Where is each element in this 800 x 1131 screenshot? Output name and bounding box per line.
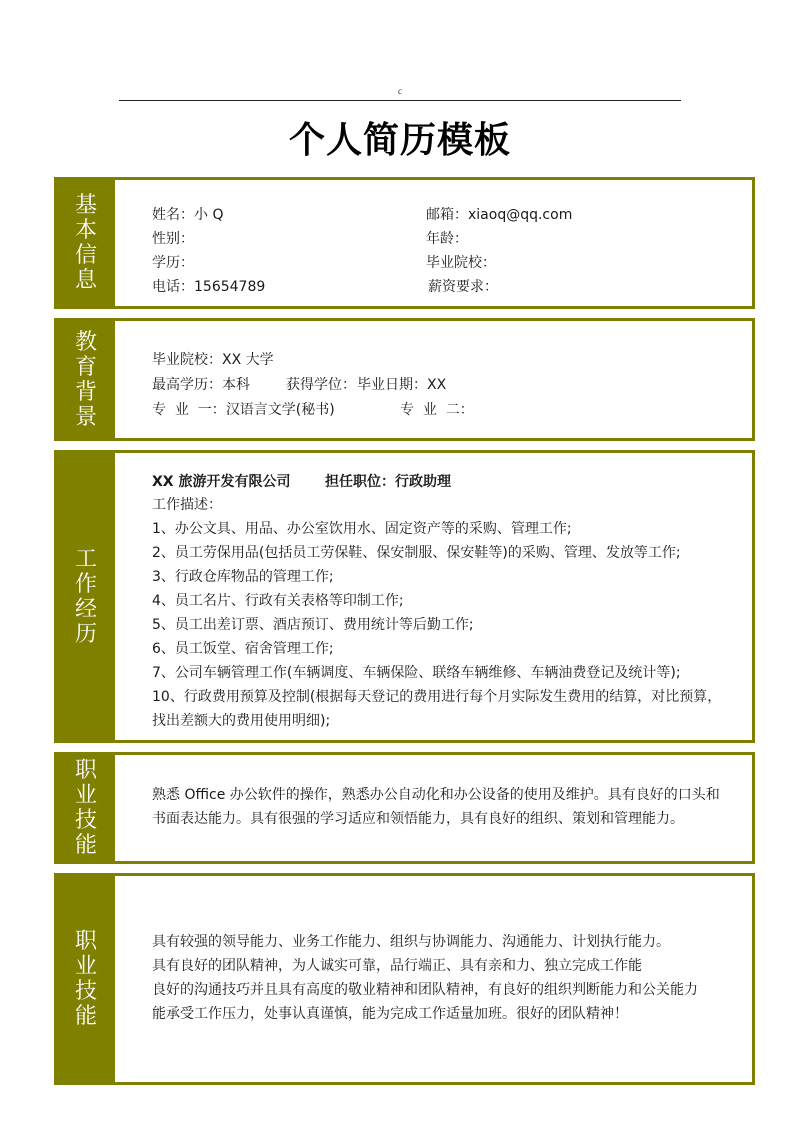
skills2-line: 具有较强的领导能力、业务工作能力、组织与协调能力、沟通能力、计划执行能力。	[152, 934, 670, 950]
work-item: 7、公司车辆管理工作(车辆调度、车辆保险、联络车辆维修、车辆油费登记及统计等);	[152, 665, 681, 681]
page-title: 个人简历模板	[288, 120, 511, 161]
work-item: 4、员工名片、行政有关表格等印制工作;	[152, 593, 404, 609]
header-divider	[119, 100, 681, 101]
basic-info-content	[152, 180, 746, 306]
email-value: xiaoq@qq.com	[468, 207, 573, 223]
basic-info-sidebar	[57, 180, 115, 306]
degree-label: 最高学历：	[152, 377, 222, 393]
education-section	[54, 318, 755, 441]
education-sidebar	[57, 321, 115, 438]
company-name: XX 旅游开发有限公司	[152, 474, 291, 490]
award-label: 获得学位：	[286, 377, 356, 393]
skills2-section	[54, 873, 755, 1085]
school-label: 毕业院校：	[426, 255, 496, 271]
skills2-sidebar	[57, 876, 115, 1082]
skills-label: 职业技能	[74, 758, 97, 858]
major2-label: 专 业 二：	[400, 402, 474, 418]
major1-label: 专 业 一：	[152, 402, 226, 418]
work-section	[54, 450, 755, 743]
work-desc-label: 工作描述：	[152, 497, 222, 513]
skills2-line: 具有良好的团队精神，为人诚实可靠，品行端正、具有亲和力、独立完成工作能	[152, 958, 642, 974]
work-item: 6、员工饭堂、宿舍管理工作;	[152, 641, 334, 657]
education-label: 教育背景	[74, 329, 97, 430]
phone-label: 电话：	[152, 279, 194, 295]
skills-line: 熟悉 Office 办公软件的操作，熟悉办公自动化和办公设备的使用及维护。具有良好的口头和	[152, 787, 720, 803]
basic-info-section	[54, 177, 755, 309]
work-item: 1、办公文具、用品、办公室饮用水、固定资产等的采购、管理工作;	[152, 521, 572, 537]
major1-value: 汉语言文学(秘书)	[225, 402, 335, 418]
header-mark: c	[398, 86, 402, 96]
skills-sidebar	[57, 755, 115, 861]
work-item: 5、员工出差订票、酒店预订、费用统计等后勤工作;	[152, 617, 474, 633]
skills-line: 书面表达能力。具有很强的学习适应和领悟能力，具有良好的组织、策划和管理能力。	[152, 811, 684, 827]
phone-value: 15654789	[194, 279, 266, 295]
basic-info-label: 基本信息	[74, 193, 97, 293]
position-title: 担任职位：行政助理	[325, 474, 451, 490]
work-item: 2、员工劳保用品(包括员工劳保鞋、保安制服、保安鞋等)的采购、管理、发放等工作;	[152, 545, 681, 561]
grad-date-label: 毕业日期：	[357, 377, 427, 393]
skills2-label: 职业技能	[74, 929, 97, 1029]
education-label: 学历：	[152, 255, 194, 271]
skills2-line: 良好的沟通技巧并且具有高度的敬业精神和团队精神，有良好的组织判断能力和公关能力	[152, 982, 698, 998]
gender-label: 性别：	[152, 231, 194, 247]
edu-school-label: 毕业院校：	[152, 352, 222, 368]
work-item: 找出差额大的费用使用明细);	[152, 713, 331, 729]
grad-date-value: XX	[427, 377, 447, 393]
age-label: 年龄：	[426, 231, 468, 247]
education-content	[152, 321, 746, 438]
name-label: 姓名：	[152, 207, 194, 223]
skills-content	[152, 755, 746, 861]
work-item: 3、行政仓库物品的管理工作;	[152, 569, 334, 585]
edu-school-value: XX 大学	[222, 352, 274, 368]
skills2-line: 能承受工作压力，处事认真谨慎，能为完成工作适量加班。很好的团队精神！	[152, 1006, 628, 1022]
work-sidebar	[57, 453, 115, 740]
email-label: 邮箱：	[426, 207, 468, 223]
degree-value: 本科	[222, 377, 250, 393]
work-item: 10、行政费用预算及控制(根据每天登记的费用进行每个月实际发生费用的结算，对比预算，	[152, 689, 722, 705]
work-label: 工作经历	[74, 546, 97, 647]
skills2-content	[152, 876, 746, 1082]
name-value: 小 Q	[194, 207, 224, 223]
work-content	[152, 453, 746, 740]
skills-section	[54, 752, 755, 864]
salary-label: 薪资要求：	[428, 279, 498, 295]
